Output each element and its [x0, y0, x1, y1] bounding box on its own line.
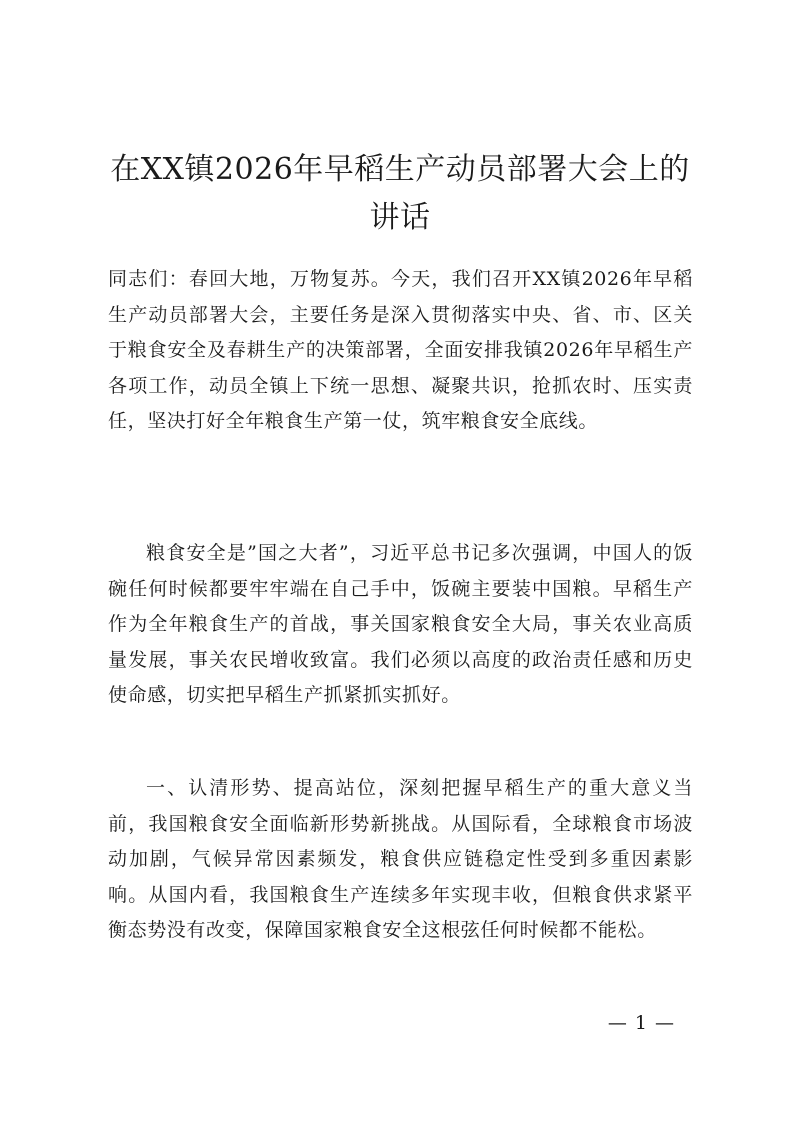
document-title: 在XX镇2026年早稻生产动员部署大会上的讲话	[110, 152, 690, 235]
paragraph-section-one: 一、认清形势、提高站位，深刻把握早稻生产的重大意义当前，我国粮食安全面临新形势新挑战。从国际看，全球粮食市场波动加剧，气候异常因素频发，粮食供应链稳定性受到多重因素影响。从国内看，我国粮食生产连续多年实现丰收，但粮食供求紧平衡态势没有改变，保障国家粮食安全这根弦任何时候都不能松。	[108, 777, 693, 941]
page-number: — 1 —	[607, 1012, 675, 1034]
paragraph-greeting: 同志们：春回大地，万物复苏。今天，我们召开XX镇2026年早稻生产动员部署大会，主要任务是深入贯彻落实中央、省、市、区关于粮食安全及春耕生产的决策部署，全面安排我镇2026年早稻生产各项工作，动员全镇上下统一思想、凝聚共识，抢抓农时、压实责任，坚决打好全年粮食生产第一仗，筑牢粮食安全底线。	[108, 268, 693, 432]
paragraph-food-security: 粮食安全是”国之大者”，习近平总书记多次强调，中国人的饭碗任何时候都要牢牢端在自己手中，饭碗主要装中国粮。早稻生产作为全年粮食生产的首战，事关国家粮食安全大局，事关农业高质量发展，事关农民增收致富。我们必须以高度的政治责任感和历史使命感，切实把早稻生产抓紧抓实抓好。	[108, 542, 693, 706]
